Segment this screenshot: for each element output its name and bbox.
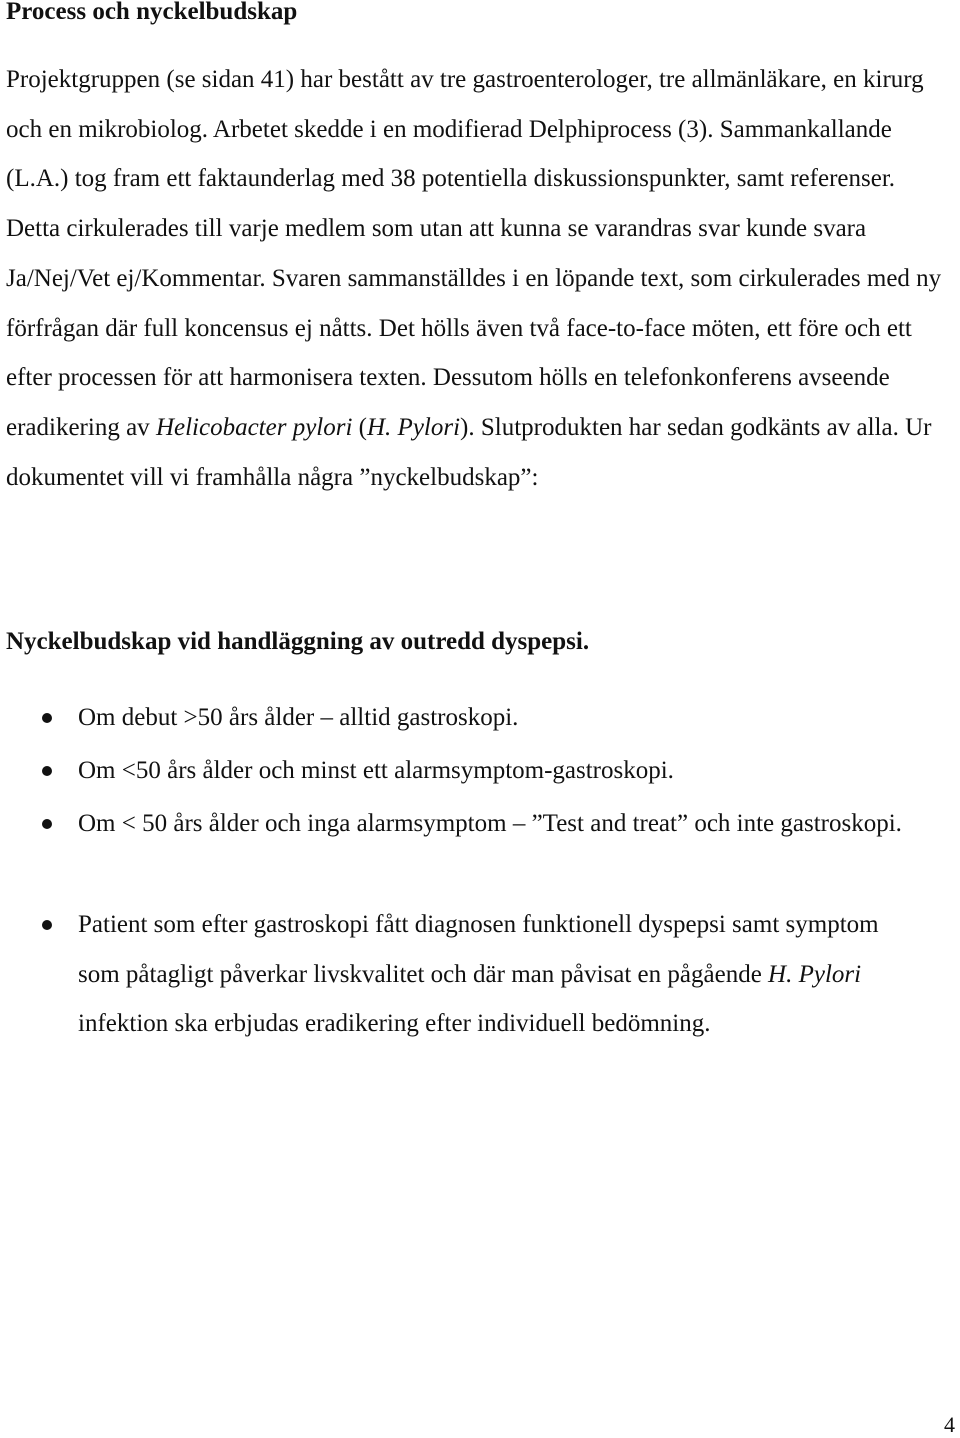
paragraph-text-3: ). Slutprodukten har sedan godkänts av alla. Ur dokumentet vill vi framhålla några ”nyckelbudskap”: xyxy=(6,413,932,491)
bullet-icon xyxy=(42,766,52,776)
list-item-text: Om debut >50 års ålder – alltid gastroskopi. xyxy=(78,704,519,731)
page-number: 4 xyxy=(944,1412,955,1437)
paragraph-text-2: ( xyxy=(352,413,367,441)
paragraph-italic-2: H. Pylori xyxy=(367,413,461,441)
paragraph-italic-1: Helicobacter pylori xyxy=(155,413,353,441)
body-paragraph xyxy=(6,55,946,502)
paragraph-text-1: Projektgruppen (se sidan 41) har bestått av tre gastroenterologer, tre allmänläkare, en kirurg och en mikrobiolog. Arbetet skedde i en modifierad Delphiprocess (3). Sammankallande (L.A.) tog fram ett faktaunderlag med 38 potentiella diskussionspunkter, samt referenser. Detta cirkulerades till varje medlem som utan att kunna se varandras svar kunde svara Ja/Nej/Vet ej/Kommentar. Svaren sammanställdes i en löpande text, som cirkulerades med ny förfrågan där full koncensus ej nåtts. Det hölls även två face-to-face möten, ett före och ett efter processen för att harmonisera texten. Dessutom hölls en telefonkonferens avseende eradikering av xyxy=(6,66,942,441)
list-item-text: Om < 50 års ålder och inga alarmsymptom – ”Test and treat” och inte gastroskopi. xyxy=(78,810,902,837)
list-item-italic: H. Pylori xyxy=(768,960,862,988)
bullet-icon xyxy=(42,713,52,723)
bullet-icon xyxy=(42,920,52,930)
section-heading: Process och nyckelbudskap xyxy=(6,0,298,25)
list-item-text: Om <50 års ålder och minst ett alarmsymptom-gastroskopi. xyxy=(78,757,674,784)
list-item-text xyxy=(78,900,908,1049)
list-item-text-2: infektion ska erbjudas eradikering efter individuell bedömning. xyxy=(78,1010,711,1038)
key-messages-heading: Nyckelbudskap vid handläggning av outredd dyspepsi. xyxy=(6,628,590,655)
bullet-icon xyxy=(42,819,52,829)
list-item-text-1: Patient som efter gastroskopi fått diagnosen funktionell dyspepsi samt symptom som påtagligt påverkar livskvalitet och där man påvisat en pågående xyxy=(78,911,879,988)
